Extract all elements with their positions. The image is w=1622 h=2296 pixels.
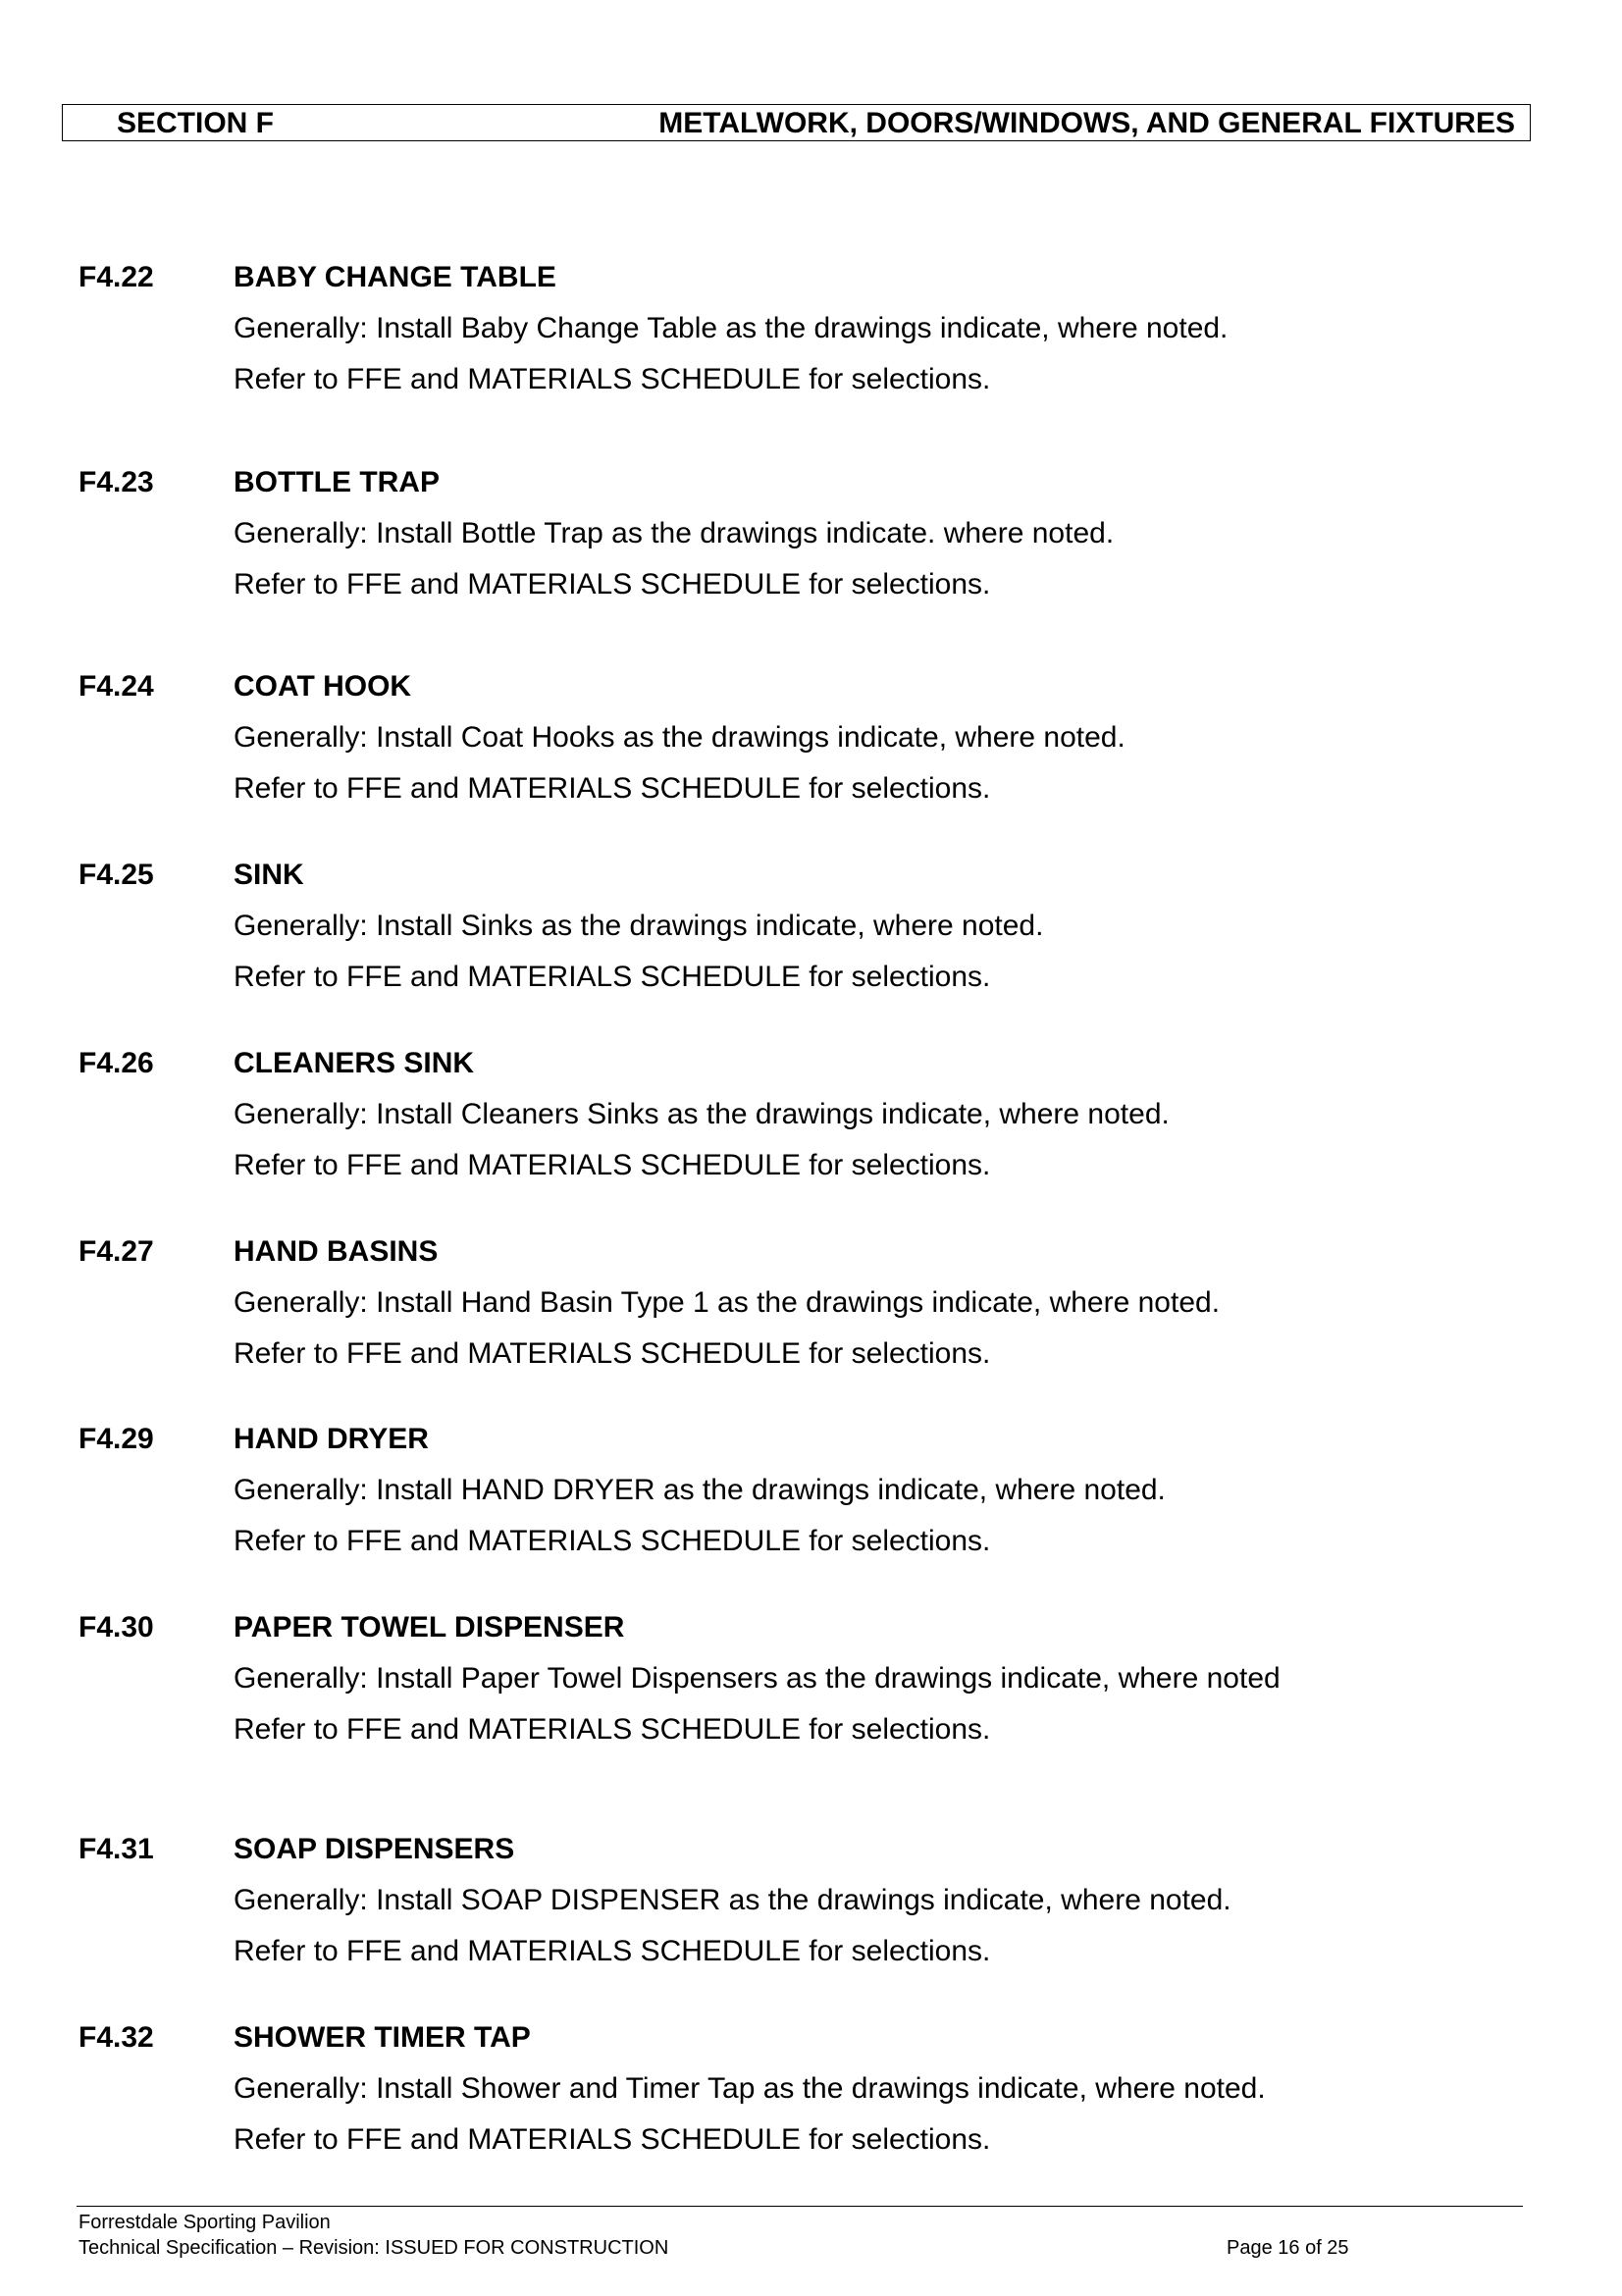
clause-reference: Refer to FFE and MATERIALS SCHEDULE for selections.	[234, 363, 991, 395]
clause-text: Generally: Install Baby Change Table as the drawings indicate, where noted.	[234, 312, 1229, 344]
clause-text: Generally: Install Shower and Timer Tap as the drawings indicate, where noted.	[234, 2072, 1266, 2105]
clause-text: Generally: Install Cleaners Sinks as the drawings indicate, where noted.	[234, 1098, 1170, 1130]
clause-text: Generally: Install Sinks as the drawings indicate, where noted.	[234, 910, 1044, 942]
clause-title: COAT HOOK	[234, 670, 412, 703]
clause-reference: Refer to FFE and MATERIALS SCHEDULE for selections.	[234, 961, 991, 993]
clause-number: F4.22	[78, 261, 154, 293]
clause-number: F4.32	[78, 2021, 154, 2054]
footer-page-number: Page 16 of 25	[1227, 2237, 1349, 2259]
clause-number: F4.25	[78, 859, 154, 891]
clause-reference: Refer to FFE and MATERIALS SCHEDULE for selections.	[234, 1713, 991, 1746]
clause-title: BABY CHANGE TABLE	[234, 261, 556, 293]
clause-title: SHOWER TIMER TAP	[234, 2021, 531, 2054]
clause-text: Generally: Install Coat Hooks as the drawings indicate, where noted.	[234, 721, 1125, 754]
clause-number: F4.23	[78, 466, 154, 498]
clause-number: F4.26	[78, 1047, 154, 1079]
clause-reference: Refer to FFE and MATERIALS SCHEDULE for selections.	[234, 1337, 991, 1370]
clause-reference: Refer to FFE and MATERIALS SCHEDULE for selections.	[234, 568, 991, 600]
clause-text: Generally: Install Paper Towel Dispensers as the drawings indicate, where noted	[234, 1662, 1281, 1695]
clause-number: F4.31	[78, 1833, 154, 1865]
footer-spec: Technical Specification – Revision: ISSUED FOR CONSTRUCTION	[78, 2237, 669, 2259]
footer-project: Forrestdale Sporting Pavilion	[78, 2212, 331, 2233]
clause-number: F4.30	[78, 1611, 154, 1644]
clause-text: Generally: Install HAND DRYER as the drawings indicate, where noted.	[234, 1474, 1166, 1506]
clause-reference: Refer to FFE and MATERIALS SCHEDULE for selections.	[234, 1525, 991, 1557]
footer-divider	[77, 2206, 1523, 2207]
clause-reference: Refer to FFE and MATERIALS SCHEDULE for selections.	[234, 772, 991, 805]
clause-text: Generally: Install SOAP DISPENSER as the drawings indicate, where noted.	[234, 1884, 1231, 1916]
clause-text: Generally: Install Hand Basin Type 1 as the drawings indicate, where noted.	[234, 1286, 1221, 1319]
clause-title: PAPER TOWEL DISPENSER	[234, 1611, 625, 1644]
clause-title: HAND BASINS	[234, 1235, 439, 1268]
clause-text: Generally: Install Bottle Trap as the drawings indicate. where noted.	[234, 517, 1115, 549]
clause-reference: Refer to FFE and MATERIALS SCHEDULE for selections.	[234, 2123, 991, 2156]
clause-number: F4.29	[78, 1423, 154, 1455]
clause-reference: Refer to FFE and MATERIALS SCHEDULE for selections.	[234, 1149, 991, 1181]
clause-title: BOTTLE TRAP	[234, 466, 440, 498]
clause-title: SOAP DISPENSERS	[234, 1833, 515, 1865]
clause-title: HAND DRYER	[234, 1423, 429, 1455]
clause-number: F4.27	[78, 1235, 154, 1268]
section-label: SECTION F	[117, 107, 275, 139]
clause-title: CLEANERS SINK	[234, 1047, 475, 1079]
section-header	[62, 104, 1531, 141]
clause-reference: Refer to FFE and MATERIALS SCHEDULE for selections.	[234, 1935, 991, 1967]
clause-title: SINK	[234, 859, 304, 891]
clause-number: F4.24	[78, 670, 154, 703]
section-title: METALWORK, DOORS/WINDOWS, AND GENERAL FIXTURES	[658, 107, 1515, 139]
